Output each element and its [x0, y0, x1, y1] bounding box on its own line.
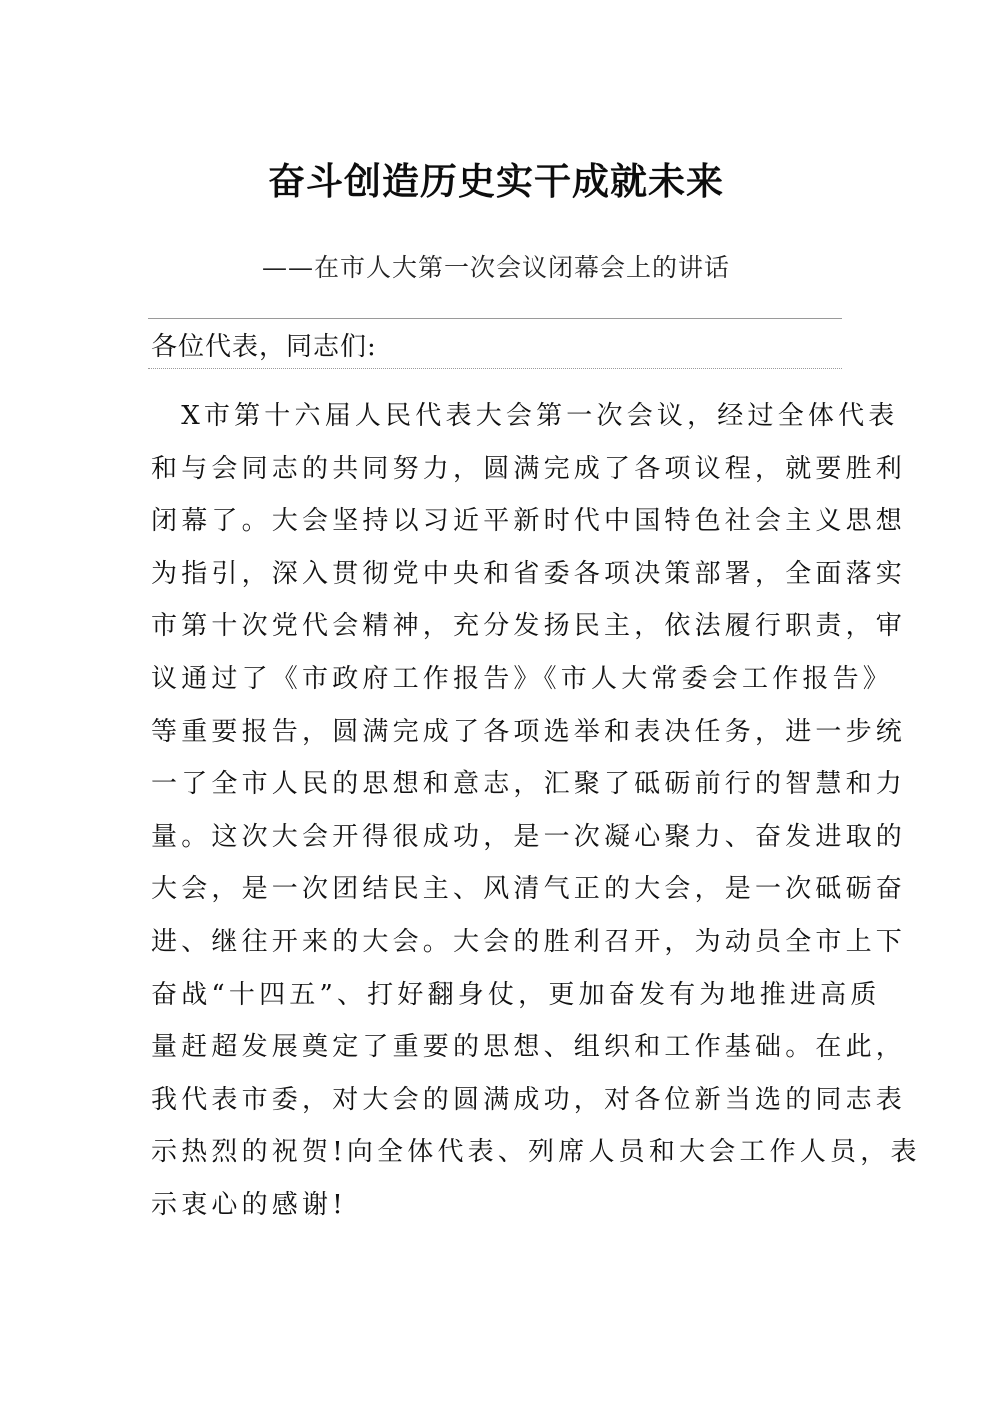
document-subtitle: ——在市人大第一次会议闭幕会上的讲话: [261, 253, 730, 282]
paragraph-line: 量。这次大会开得很成功，是一次凝心聚力、奋发进取的: [151, 821, 907, 852]
bottom-divider: [148, 368, 842, 369]
paragraph-line: 市第十次党代会精神，充分发扬民主，依法履行职责，审: [151, 611, 907, 642]
paragraph-line: 一了全市人民的思想和意志，汇聚了砥砺前行的智慧和力: [151, 769, 907, 800]
paragraph-line: 闭幕了。大会坚持以习近平新时代中国特色社会主义思想: [151, 506, 907, 537]
paragraph-line: 议通过了《市政府工作报告》《市人大常委会工作报告》: [151, 663, 894, 694]
paragraph-line: 大会，是一次团结民主、风清气正的大会，是一次砥砺奋: [151, 874, 907, 905]
paragraph-line: 为指引，深入贯彻党中央和省委各项决策部署，全面落实: [151, 558, 907, 589]
paragraph-line: 示热烈的祝贺!向全体代表、列席人员和大会工作人员，表: [151, 1137, 921, 1168]
paragraph-line: X市第十六届人民代表大会第一次会议，经过全体代表: [151, 401, 899, 431]
document-title: 奋斗创造历史实干成就未来: [268, 160, 724, 203]
paragraph-line: 量赶超发展奠定了重要的思想、组织和工作基础。在此，: [151, 1032, 907, 1063]
body-paragraph: [151, 390, 921, 1232]
salutation: 各位代表，同志们:: [151, 332, 377, 362]
paragraph-line: 等重要报告，圆满完成了各项选举和表决任务，进一步统: [151, 716, 907, 747]
paragraph-line: 和与会同志的共同努力，圆满完成了各项议程，就要胜利: [151, 453, 907, 484]
top-divider: [148, 318, 842, 319]
paragraph-line: 进、继往开来的大会。大会的胜利召开，为动员全市上下: [151, 926, 907, 957]
paragraph-line: 奋战“十四五”、打好翻身仗，更加奋发有为地推进高质: [151, 979, 881, 1010]
paragraph-line: 我代表市委，对大会的圆满成功，对各位新当选的同志表: [151, 1084, 907, 1115]
paragraph-line: 示衷心的感谢!: [151, 1189, 347, 1220]
